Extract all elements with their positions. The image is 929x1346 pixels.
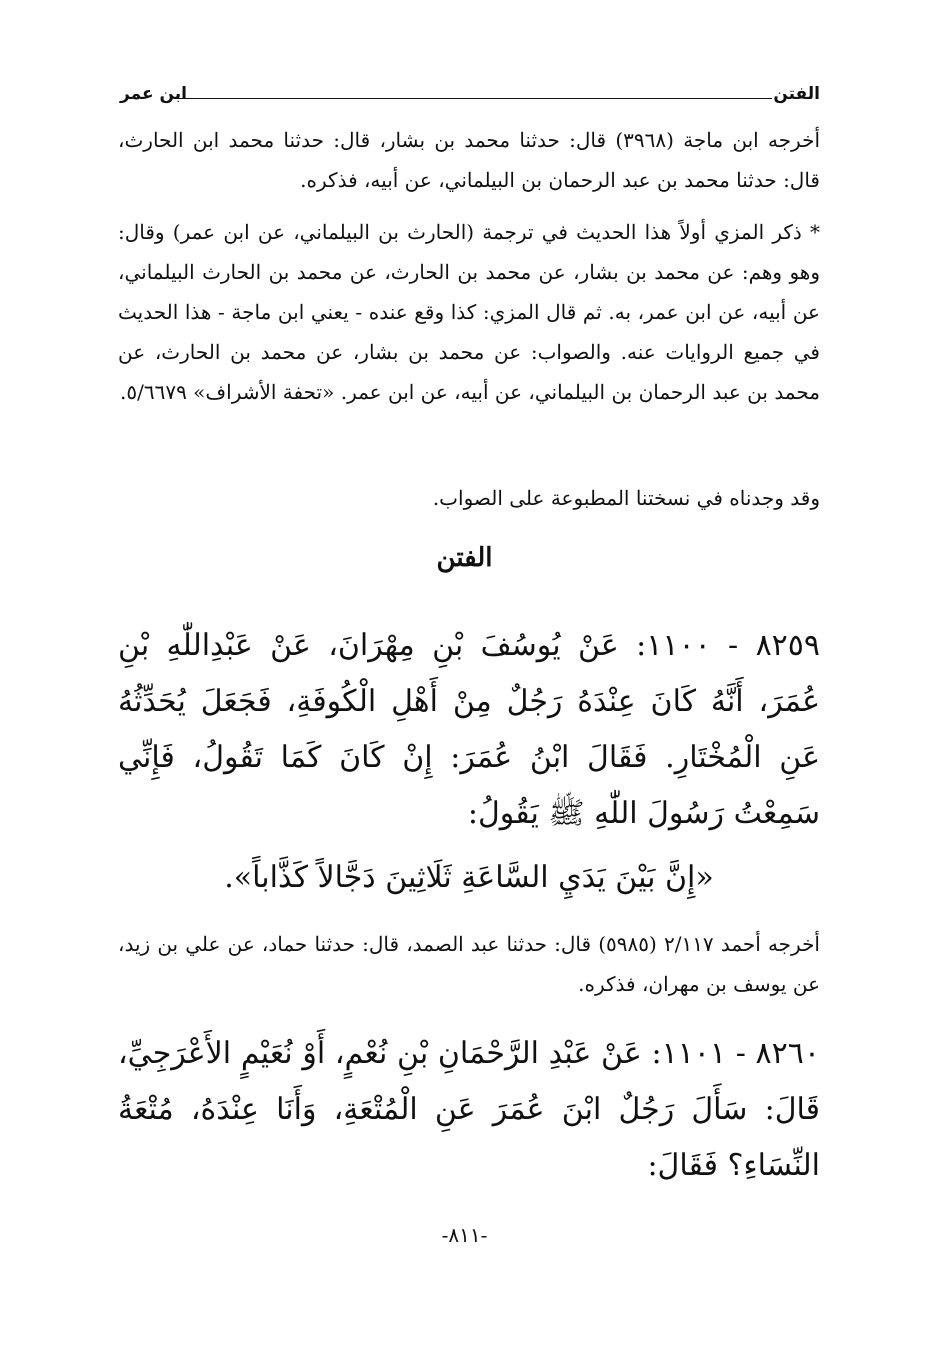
takhrij-paragraph-2: أخرجه أحمد ٢/١١٧ (٥٩٨٥) قال: حدثنا عبد الصمد، قال: حدثنا حماد، عن علي بن زيد، عن يوسف بن مهران، فذكره. (118, 932, 820, 996)
mizzi-note-conclusion: وقد وجدناه في نسختنا المطبوعة على الصواب. (432, 486, 820, 510)
header-chapter: ابن عمر (120, 84, 188, 104)
header-section: الفتن (773, 84, 820, 104)
header-rule (178, 98, 772, 99)
page-number: -٨١١- (441, 1223, 488, 1247)
hadith-8259: ٨٢٥٩ - ١١٠٠: عَنْ يُوسُفَ بْنِ مِهْرَانَ، عَنْ عَبْدِاللّٰهِ بْنِ عُمَرَ، أَنَّهُ كَانَ عِنْدَهُ رَجُلٌ مِنْ أَهْلِ الْكُوفَةِ، فَجَعَلَ يُحَدِّثُهُ عَنِ الْمُخْتَارِ. فَقَالَ ابْنُ عُمَرَ: إِنْ كَانَ كَمَا تَقُولُ، فَإِنِّي سَمِعْتُ رَسُولَ اللّٰهِ ﷺ يَقُولُ: (118, 628, 821, 831)
running-header (120, 84, 820, 114)
section-title: الفتن (436, 543, 493, 573)
takhrij-paragraph-1: أخرجه ابن ماجة (٣٩٦٨) قال: حدثنا محمد بن بشار، قال: حدثنا محمد ابن الحارث، قال: حدثنا محمد بن عبد الرحمان بن البيلماني، عن أبيه، فذكره. (118, 128, 821, 192)
mizzi-note: * ذكر المزي أولاً هذا الحديث في ترجمة (الحارث بن البيلماني، عن ابن عمر) وقال: وهو وهم: عن محمد بن بشار، عن محمد بن الحارث، عن محمد بن الحارث البيلماني، عن أبيه، عن ابن عمر، به. ثم قال المزي: كذا وقع عنده - يعني ابن ماجة - هذا الحديث في جميع الروايات عنه. والصواب: عن محمد بن بشار، عن محمد بن الحارث، عن محمد بن عبد الرحمان بن البيلماني، عن أبيه، عن ابن عمر. «تحفة الأشراف» ٥/٦٦٧٩. (118, 220, 821, 404)
hadith-8260: ٨٢٦٠ - ١١٠١: عَنْ عَبْدِ الرَّحْمَانِ بْنِ نُعْمٍ، أَوْ نُعَيْمٍ الأَعْرَجِيِّ، قَالَ: سَأَلَ رَجُلٌ ابْنَ عُمَرَ عَنِ الْمُتْعَةِ، وَأَنَا عِنْدَهُ، مُتْعَةُ النِّسَاءِ؟ فَقَالَ: (118, 1036, 820, 1183)
hadith-8259-quote: «إِنَّ بَيْنَ يَدَيِ السَّاعَةِ ثَلَاثِينَ دَجَّالاً كَذَّاباً». (224, 860, 714, 895)
